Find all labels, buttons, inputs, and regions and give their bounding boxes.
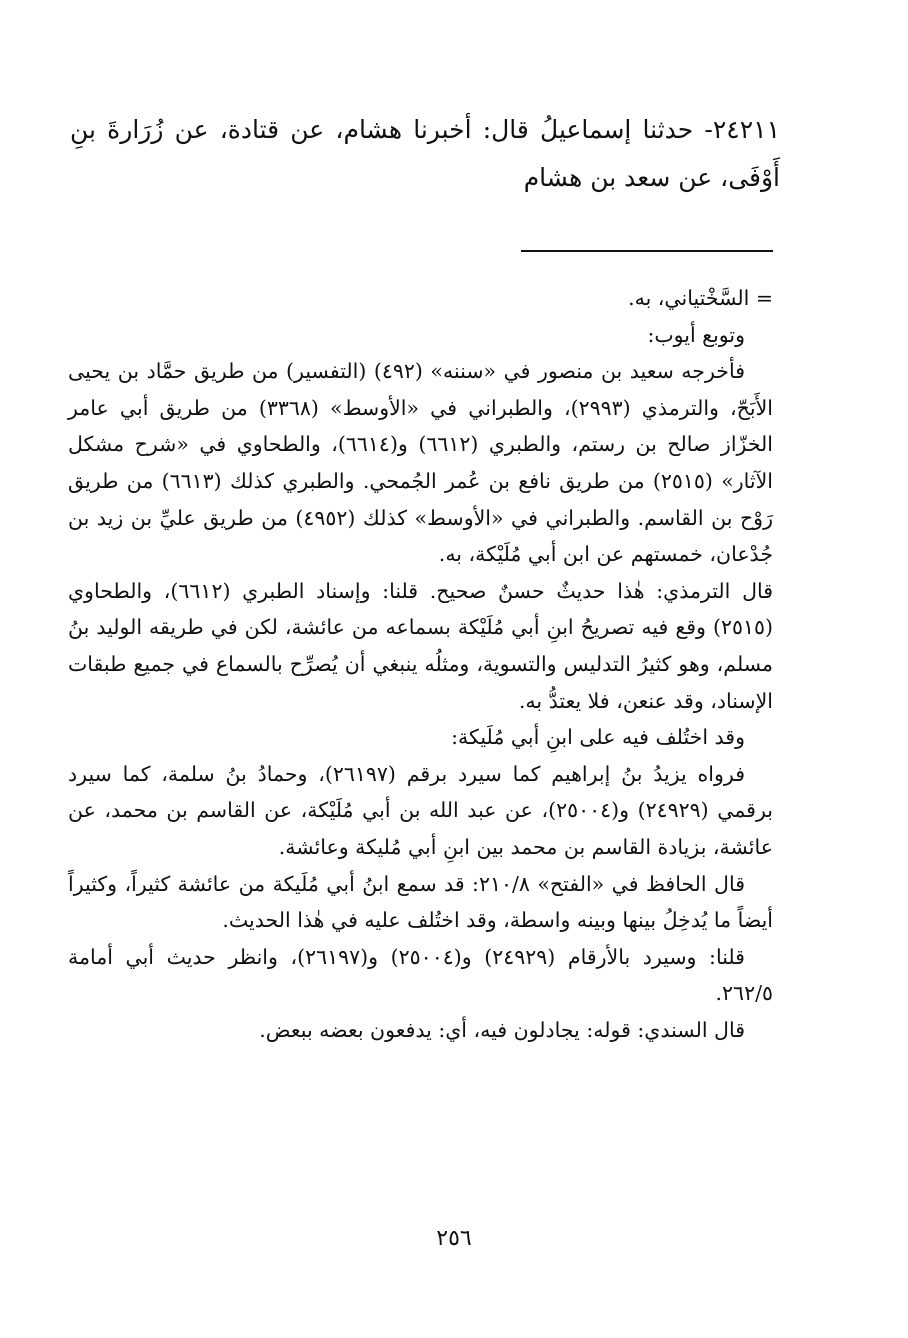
footnote-paragraph: = السَّخْتياني، به.: [628, 286, 773, 310]
footnote-paragraph: فأخرجه سعيد بن منصور في «سننه» (٤٩٢) (التفسير) من طريق حمَّاد بن يحيى الأَبَحّ، والترمذي (٢٩٩٣)، والطبراني في «الأوسط» (٣٣٦٨) من طريق أبي عامر الخزّاز صالح بن رستم، والطبري (٦٦١٢) و(٦٦١٤)، والطحاوي في «شرح مشكل الآثار» (٢٥١٥) من طريق نافع بن عُمر الجُمحي. والطبري كذلك (٦٦١٣) من طريق رَوْح بن القاسم. والطبراني في «الأوسط» كذلك (٤٩٥٢) من طريق عليِّ بن زيد بن جُدْعان، خمستهم عن ابن أبي مُلَيْكة، به.: [68, 359, 774, 567]
page-number: ٢٥٦: [436, 1226, 472, 1251]
hadith-text: ٢٤٢١١- حدثنا إسماعيلُ قال: أخبرنا هشام، عن قتادة، عن زُرَارةَ بنِ أَوْفَى، عن سعد بن هشام: [70, 115, 780, 192]
footnote-paragraph: قال الترمذي: هٰذا حديثٌ حسنٌ صحيح. قلنا: وإسناد الطبري (٦٦١٢)، والطحاوي (٢٥١٥) وقع فيه تصريحُ ابنِ أبي مُلَيْكة بسماعه من عائشة، لكن في طريقه الوليد بنُ مسلم، وهو كثيرُ التدليس والتسوية، ومثلُه ينبغي أن يُصرِّح بالسماع في جميع طبقات الإسناد، وقد عنعن، فلا يعتدُّ به.: [68, 578, 774, 713]
footnote-paragraph: قال السندي: قوله: يجادلون فيه، أي: يدفعون بعضه ببعض.: [259, 1017, 745, 1042]
footnote-paragraph: وقد اختُلف فيه على ابنِ أبي مُلَيكة:: [451, 725, 745, 750]
footnote-paragraph: فرواه يزيدُ بنُ إبراهيم كما سيرد برقم (٢٦١٩٧)، وحمادُ بنُ سلمة، كما سيرد برقمي (٢٤٩٢٩) و(٢٥٠٠٤)، عن عبد الله بن أبي مُلَيْكة، عن القاسم بن محمد، عن عائشة، بزيادة القاسم بن محمد بين ابنِ أبي مُليكة وعائشة.: [68, 761, 773, 859]
footnote-paragraph: وتوبع أيوب:: [647, 322, 745, 347]
footnote-paragraph: قال الحافظ في «الفتح» ٢١٠/٨: قد سمع ابنُ أبي مُلَيكة من عائشة كثيراً، وكثيراً أيضاً ما يُدخِلُ بينها وبينه واسطة، وقد اختُلف عليه في هٰذا الحديث.: [68, 871, 773, 933]
footnote-separator: [521, 250, 773, 252]
footnotes: [68, 280, 773, 1048]
footnote-paragraph: قلنا: وسيرد بالأرقام (٢٤٩٢٩) و(٢٥٠٠٤) و(٢٦١٩٧)، وانظر حديث أبي أمامة ٢٦٢/٥.: [68, 944, 773, 1006]
